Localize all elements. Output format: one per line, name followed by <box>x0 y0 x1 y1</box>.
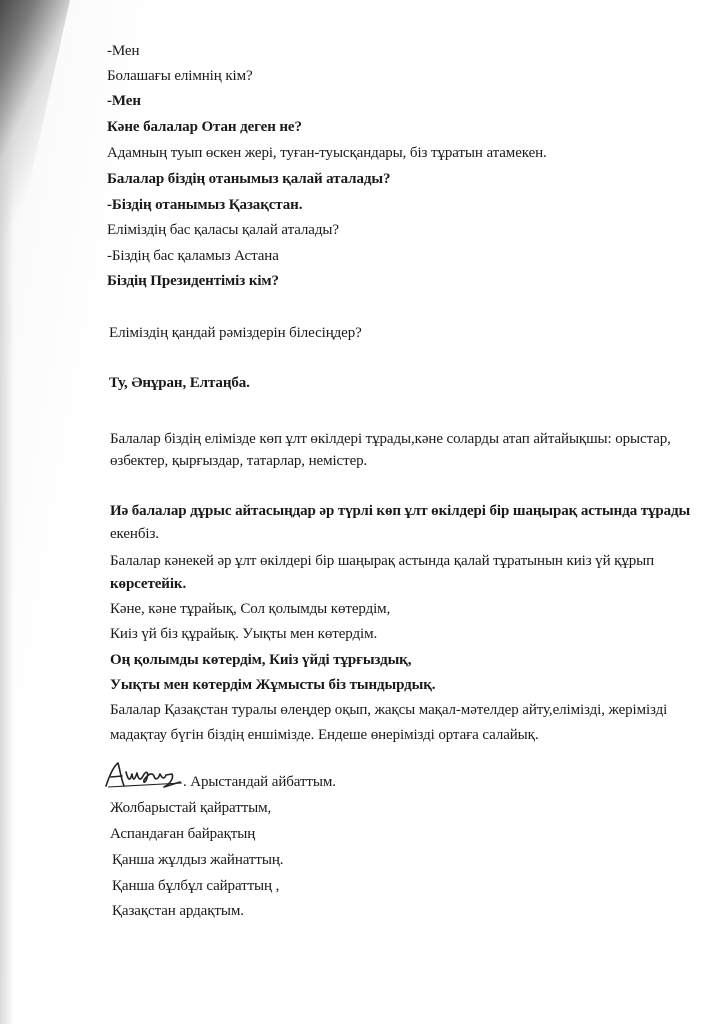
text-line-22: Уықты мен көтердім Жұмысты біз тындырдық. <box>110 677 436 693</box>
text-line-26: Жолбарыстай қайраттым, <box>110 800 272 816</box>
text-line-20: Киіз үй біз құрайық. Уықты мен көтердім. <box>110 626 378 642</box>
folded-corner-shadow <box>0 0 70 260</box>
text-line-10: Біздің Президентіміз кім? <box>107 273 279 289</box>
text-line-8: Еліміздің бас қаласы қалай аталады? <box>107 222 339 238</box>
text-line-4: Кәне балалар Отан деген не? <box>107 119 302 135</box>
text-line-28: Қанша жұлдыз жайнаттың. <box>112 852 284 868</box>
text-line-1: -Мен <box>107 43 140 59</box>
text-line-21: Оң қолымды көтердім, Киіз үйді тұрғыздық, <box>110 652 412 668</box>
text-line-29: Қанша бұлбұл сайраттың , <box>112 878 280 894</box>
text-line-17: Балалар кәнекей әр ұлт өкілдері бір шаңырақ астында қалай тұратынын киіз үй құрып <box>110 553 655 569</box>
text-line-19: Кәне, кәне тұрайық, Сол қолымды көтердім, <box>110 601 391 617</box>
text-line-11: Еліміздің қандай рәміздерін білесіңдер? <box>109 325 362 341</box>
text-line-9: -Біздің бас қаламыз Астана <box>107 248 279 264</box>
text-line-7: -Біздің отанымыз Қазақстан. <box>107 197 303 213</box>
text-line-27: Аспандаған байрақтың <box>110 826 256 842</box>
text-line-25: . Арыстандай айбаттым. <box>183 774 336 790</box>
text-line-5: Адамның туып өскен жері, туған-туысқандары, біз тұратын атамекен. <box>107 145 547 161</box>
text-line-2: Болашағы елімнің кім? <box>107 68 253 84</box>
text-line-24: мадақтау бүгін біздің еншімізде. Ендеше өнерімізді ортаға салайық. <box>110 727 539 743</box>
text-line-30: Қазақстан ардақтым. <box>112 903 244 919</box>
text-line-15: Иә балалар дұрыс айтасыңдар әр түрлі көп ұлт өкілдері бір шаңырақ астында тұрады <box>110 503 691 519</box>
text-line-12: Ту, Әнұран, Елтаңба. <box>109 375 250 391</box>
handwritten-signature <box>102 760 184 790</box>
text-line-16: екенбіз. <box>110 526 159 542</box>
text-line-6: Балалар біздің отанымыз қалай аталады? <box>107 171 391 187</box>
text-line-18: көрсетейік. <box>110 576 187 592</box>
text-line-13: Балалар біздің елімізде көп ұлт өкілдері тұрады,кәне соларды атап айтайықшы: орыстар, <box>110 431 671 447</box>
text-line-14: өзбектер, қырғыздар, татарлар, немістер. <box>110 453 368 469</box>
text-line-3: -Мен <box>107 93 141 109</box>
text-line-23: Балалар Қазақстан туралы өлеңдер оқып, жақсы мақал-мәтелдер айту,елімізді, жерімізді <box>110 702 668 718</box>
